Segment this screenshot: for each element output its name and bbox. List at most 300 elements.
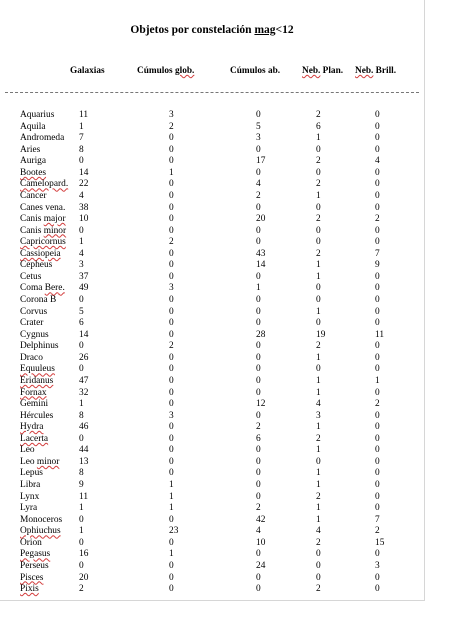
table-row [0, 307, 424, 319]
neb-brill-count: 4 [375, 156, 380, 167]
galaxias-count: 0 [79, 364, 84, 375]
spellcheck-word: Bere. [44, 283, 65, 294]
spellcheck-word: minor [43, 225, 67, 236]
header-cumulos-glob: Cúmulos glob. [137, 66, 195, 76]
page-title [0, 24, 424, 36]
constellation-name: Capricornus [20, 237, 66, 248]
header-neb-brill: Neb. Brill. [355, 66, 397, 76]
cumulos-ab-count: 0 [256, 237, 261, 248]
neb-plan-count: 0 [316, 318, 321, 329]
constellation-name: Corvus [20, 306, 48, 317]
neb-plan-count: 1 [316, 352, 321, 363]
cumulos-ab-count: 28 [256, 329, 266, 340]
constellation-name: Lepus [20, 468, 43, 479]
cumulos-ab-count: 0 [256, 456, 261, 467]
table-row [0, 295, 424, 307]
neb-brill-count: 0 [375, 144, 380, 155]
neb-brill-count: 2 [375, 399, 380, 410]
table-row [0, 422, 424, 434]
neb-plan-count: 2 [316, 110, 321, 120]
table-row [0, 145, 424, 157]
title-prefix: Objetos por constelación [130, 24, 255, 36]
constellation-name: Monoceros [20, 514, 63, 525]
neb-brill-count: 0 [375, 584, 380, 595]
cumulos-glob-count: 0 [169, 271, 174, 282]
cumulos-ab-count: 0 [256, 387, 261, 398]
cumulos-ab-count: 2 [256, 422, 261, 433]
cumulos-glob-count: 1 [169, 549, 174, 560]
galaxias-count: 8 [79, 144, 84, 155]
table-row [0, 399, 424, 411]
cumulos-glob-count: 0 [169, 537, 174, 548]
neb-brill-count: 2 [375, 214, 380, 225]
cumulos-ab-count: 5 [256, 121, 261, 132]
neb-brill-count: 0 [375, 387, 380, 398]
constellation-name: Pixis [20, 584, 39, 595]
neb-plan-count: 0 [316, 364, 321, 375]
neb-brill-count: 0 [375, 306, 380, 317]
table-row [0, 411, 424, 423]
cumulos-glob-count: 0 [169, 584, 174, 595]
table-row [0, 110, 424, 122]
cumulos-glob-count: 0 [169, 260, 174, 271]
neb-brill-count: 0 [375, 110, 380, 120]
cumulos-glob-count: 0 [169, 190, 174, 201]
neb-plan-count: 1 [316, 468, 321, 479]
constellation-name: Leo minor [20, 456, 60, 467]
cumulos-ab-count: 0 [256, 572, 261, 583]
neb-brill-count: 0 [375, 318, 380, 329]
neb-plan-count: 0 [316, 167, 321, 178]
neb-plan-count: 2 [316, 156, 321, 167]
cumulos-ab-count: 0 [256, 110, 261, 120]
constellation-name: Gemini [20, 399, 49, 410]
cumulos-ab-count: 0 [256, 225, 261, 236]
neb-plan-count: 2 [316, 537, 321, 548]
constellation-name: Cassiopeia [20, 248, 61, 259]
cumulos-ab-count: 0 [256, 202, 261, 213]
galaxias-count: 46 [79, 422, 89, 433]
table-row [0, 364, 424, 376]
neb-plan-count: 1 [316, 271, 321, 282]
galaxias-count: 16 [79, 549, 89, 560]
cumulos-glob-count: 0 [169, 144, 174, 155]
neb-plan-count: 1 [316, 514, 321, 525]
constellation-name: Lacerta [20, 433, 49, 444]
neb-brill-count: 0 [375, 503, 380, 514]
neb-brill-count: 15 [375, 537, 385, 548]
neb-plan-count: 0 [316, 295, 321, 305]
neb-brill-count: 0 [375, 549, 380, 560]
cumulos-ab-count: 24 [256, 560, 266, 571]
constellation-name: Hydra [20, 422, 44, 433]
galaxias-count: 0 [79, 295, 84, 305]
table-row [0, 191, 424, 203]
galaxias-count: 0 [79, 225, 84, 236]
cumulos-glob-count: 3 [169, 410, 174, 421]
neb-brill-count: 0 [375, 167, 380, 178]
cumulos-ab-count: 0 [256, 584, 261, 595]
cumulos-ab-count: 43 [256, 248, 266, 259]
cumulos-ab-count: 0 [256, 352, 261, 363]
table-row [0, 468, 424, 480]
galaxias-count: 0 [79, 156, 84, 167]
neb-plan-count: 4 [316, 399, 321, 410]
neb-plan-count: 0 [316, 237, 321, 248]
table-row [0, 376, 424, 388]
galaxias-count: 44 [79, 445, 89, 456]
constellation-name: Perseus [20, 560, 49, 571]
cumulos-glob-count: 3 [169, 110, 174, 120]
cumulos-ab-count: 0 [256, 271, 261, 282]
cumulos-glob-count: 0 [169, 318, 174, 329]
neb-plan-count: 19 [316, 329, 326, 340]
cumulos-ab-count: 2 [256, 190, 261, 201]
galaxias-count: 2 [79, 584, 84, 595]
galaxias-count: 32 [79, 387, 89, 398]
neb-plan-count: 1 [316, 387, 321, 398]
table-row [0, 341, 424, 353]
cumulos-glob-count: 0 [169, 133, 174, 144]
neb-plan-count: 2 [316, 248, 321, 259]
constellation-name: Leo [20, 445, 35, 456]
galaxias-count: 1 [79, 237, 84, 248]
neb-brill-count: 0 [375, 491, 380, 502]
neb-brill-count: 0 [375, 179, 380, 190]
neb-plan-count: 0 [316, 560, 321, 571]
neb-brill-count: 7 [375, 514, 380, 525]
galaxias-count: 38 [79, 202, 89, 213]
cumulos-glob-count: 0 [169, 433, 174, 444]
neb-plan-count: 0 [316, 549, 321, 560]
constellation-name: Fornax [20, 387, 47, 398]
constellation-name: Aries [20, 144, 41, 155]
cumulos-glob-count: 0 [169, 375, 174, 386]
cumulos-ab-count: 0 [256, 445, 261, 456]
cumulos-glob-count: 0 [169, 364, 174, 375]
table-row [0, 260, 424, 272]
constellation-name: Ophiuchus [20, 526, 61, 537]
table-row [0, 133, 424, 145]
table-row [0, 249, 424, 261]
galaxias-count: 6 [79, 318, 84, 329]
neb-brill-count: 0 [375, 480, 380, 490]
cumulos-ab-count: 0 [256, 295, 261, 305]
cumulos-ab-count: 2 [256, 503, 261, 514]
cumulos-ab-count: 0 [256, 375, 261, 386]
neb-brill-count: 0 [375, 364, 380, 375]
constellation-name: Cygnus [20, 329, 49, 340]
constellation-name: Hércules [20, 410, 54, 421]
neb-brill-count: 0 [375, 445, 380, 456]
cumulos-glob-count: 0 [169, 514, 174, 525]
neb-plan-count: 0 [316, 144, 321, 155]
neb-plan-count: 1 [316, 480, 321, 490]
cumulos-ab-count: 0 [256, 167, 261, 178]
cumulos-glob-count: 0 [169, 445, 174, 456]
cumulos-ab-count: 42 [256, 514, 266, 525]
cumulos-ab-count: 17 [256, 156, 266, 167]
neb-brill-count: 3 [375, 560, 380, 571]
neb-plan-count: 2 [316, 214, 321, 225]
cumulos-ab-count: 0 [256, 306, 261, 317]
constellation-name: Eridanus [20, 375, 54, 386]
table-row [0, 168, 424, 180]
neb-brill-count: 0 [375, 271, 380, 282]
spellcheck-word: minor [36, 456, 60, 467]
cumulos-ab-count: 12 [256, 399, 266, 410]
galaxias-count: 8 [79, 468, 84, 479]
constellation-name: Lyra [20, 503, 38, 514]
constellation-name: Coma Bere. [20, 283, 65, 294]
table-row [0, 330, 424, 342]
neb-plan-count: 0 [316, 225, 321, 236]
table-row [0, 434, 424, 446]
table-row [0, 283, 424, 295]
dashed-divider [5, 92, 419, 93]
neb-brill-count: 0 [375, 237, 380, 248]
constellation-name: Pegasus [20, 549, 51, 560]
cumulos-ab-count: 0 [256, 341, 261, 352]
cumulos-glob-count: 0 [169, 456, 174, 467]
neb-plan-count: 1 [316, 375, 321, 386]
cumulos-glob-count: 0 [169, 399, 174, 410]
table-row [0, 445, 424, 457]
neb-brill-count: 0 [375, 121, 380, 132]
cumulos-ab-count: 1 [256, 283, 261, 294]
constellation-name: Cetus [20, 271, 42, 282]
cumulos-glob-count: 1 [169, 491, 174, 502]
spellcheck-word: major [43, 214, 66, 225]
constellation-name: Auriga [20, 156, 47, 167]
title-mag: mag [254, 24, 276, 36]
cumulos-glob-count: 0 [169, 329, 174, 340]
table-row [0, 561, 424, 573]
neb-plan-count: 2 [316, 584, 321, 595]
constellation-name: Delphinus [20, 341, 59, 352]
table-row [0, 480, 424, 492]
neb-plan-count: 1 [316, 422, 321, 433]
cumulos-ab-count: 14 [256, 260, 266, 271]
neb-plan-count: 0 [316, 283, 321, 294]
cumulos-glob-count: 1 [169, 480, 174, 490]
neb-plan-count: 3 [316, 410, 321, 421]
cumulos-glob-count: 1 [169, 167, 174, 178]
neb-brill-count: 0 [375, 225, 380, 236]
table-row [0, 573, 424, 585]
table-row [0, 503, 424, 515]
galaxias-count: 1 [79, 121, 84, 132]
constellation-table [0, 110, 424, 596]
neb-brill-count: 2 [375, 526, 380, 537]
neb-plan-count: 1 [316, 306, 321, 317]
neb-plan-count: 2 [316, 179, 321, 190]
neb-plan-count: 4 [316, 526, 321, 537]
table-row [0, 515, 424, 527]
constellation-name: Pisces [20, 572, 44, 583]
table-row [0, 226, 424, 238]
cumulos-ab-count: 0 [256, 468, 261, 479]
neb-brill-count: 0 [375, 133, 380, 144]
neb-plan-count: 1 [316, 260, 321, 271]
neb-plan-count: 0 [316, 456, 321, 467]
cumulos-ab-count: 0 [256, 480, 261, 490]
constellation-name: Aquila [20, 121, 46, 132]
table-row [0, 122, 424, 134]
constellation-name: Cancer [20, 190, 47, 201]
galaxias-count: 1 [79, 526, 84, 537]
cumulos-ab-count: 10 [256, 537, 266, 548]
neb-brill-count: 0 [375, 190, 380, 201]
neb-brill-count: 0 [375, 283, 380, 294]
neb-brill-count: 0 [375, 456, 380, 467]
header-glob-word: glob. [174, 66, 195, 76]
cumulos-ab-count: 4 [256, 179, 261, 190]
header-cumulos-ab: Cúmulos ab. [230, 66, 281, 76]
header-neb-word: Neb. [355, 66, 374, 76]
galaxias-count: 14 [79, 167, 89, 178]
neb-brill-count: 0 [375, 422, 380, 433]
cumulos-glob-count: 0 [169, 387, 174, 398]
cumulos-glob-count: 0 [169, 306, 174, 317]
cumulos-glob-count: 23 [169, 526, 179, 537]
constellation-name: Orion [20, 537, 42, 548]
neb-brill-count: 0 [375, 433, 380, 444]
cumulos-glob-count: 0 [169, 202, 174, 213]
cumulos-glob-count: 2 [169, 121, 174, 132]
neb-brill-count: 9 [375, 260, 380, 271]
neb-brill-count: 0 [375, 468, 380, 479]
table-row [0, 353, 424, 365]
cumulos-ab-count: 0 [256, 318, 261, 329]
table-row [0, 237, 424, 249]
neb-plan-count: 0 [316, 202, 321, 213]
galaxias-count: 11 [79, 491, 89, 502]
constellation-name: Libra [20, 480, 41, 490]
cumulos-ab-count: 4 [256, 526, 261, 537]
neb-brill-count: 1 [375, 375, 380, 386]
neb-plan-count: 6 [316, 121, 321, 132]
neb-plan-count: 1 [316, 445, 321, 456]
table-row [0, 318, 424, 330]
constellation-name: Canis minor [20, 225, 67, 236]
constellation-name: Canes vena. [20, 202, 66, 213]
table-row [0, 156, 424, 168]
galaxias-count: 0 [79, 537, 84, 548]
cumulos-glob-count: 0 [169, 572, 174, 583]
constellation-name: Draco [20, 352, 43, 363]
galaxias-count: 8 [79, 410, 84, 421]
galaxias-count: 4 [79, 190, 84, 201]
cumulos-glob-count: 0 [169, 468, 174, 479]
galaxias-count: 11 [79, 110, 89, 120]
galaxias-count: 0 [79, 560, 84, 571]
galaxias-count: 4 [79, 248, 84, 259]
constellation-name: Canis major [20, 214, 66, 225]
table-row [0, 538, 424, 550]
constellation-name: Aquarius [20, 110, 55, 120]
neb-plan-count: 2 [316, 341, 321, 352]
galaxias-count: 0 [79, 514, 84, 525]
cumulos-glob-count: 1 [169, 503, 174, 514]
neb-brill-count: 11 [375, 329, 385, 340]
neb-plan-count: 1 [316, 190, 321, 201]
column-headers [0, 66, 424, 78]
constellation-name: Corona B [20, 295, 57, 305]
neb-brill-count: 7 [375, 248, 380, 259]
table-row [0, 526, 424, 538]
table-row [0, 492, 424, 504]
cumulos-glob-count: 0 [169, 179, 174, 190]
table-row [0, 584, 424, 596]
neb-brill-count: 0 [375, 352, 380, 363]
cumulos-glob-count: 0 [169, 225, 174, 236]
cumulos-glob-count: 0 [169, 248, 174, 259]
constellation-name: Camelopard. [20, 179, 69, 190]
neb-brill-count: 0 [375, 295, 380, 305]
neb-brill-count: 0 [375, 202, 380, 213]
cumulos-ab-count: 0 [256, 410, 261, 421]
table-row [0, 214, 424, 226]
galaxias-count: 7 [79, 133, 84, 144]
cumulos-glob-count: 0 [169, 422, 174, 433]
neb-plan-count: 2 [316, 491, 321, 502]
table-row [0, 457, 424, 469]
galaxias-count: 1 [79, 399, 84, 410]
constellation-name: Cepheus [20, 260, 53, 271]
cumulos-glob-count: 2 [169, 237, 174, 248]
galaxias-count: 9 [79, 480, 84, 490]
galaxias-count: 1 [79, 503, 84, 514]
cumulos-glob-count: 0 [169, 295, 174, 305]
cumulos-glob-count: 3 [169, 283, 174, 294]
constellation-name: Bootes [20, 167, 47, 178]
title-suffix: <12 [275, 24, 294, 36]
neb-brill-count: 0 [375, 410, 380, 421]
galaxias-count: 26 [79, 352, 89, 363]
constellation-name: Equuleus [20, 364, 55, 375]
constellation-name: Andromeda [20, 133, 65, 144]
galaxias-count: 3 [79, 260, 84, 271]
header-neb-plan: Neb. Plan. [302, 66, 344, 76]
constellation-name: Lynx [20, 491, 40, 502]
galaxias-count: 5 [79, 306, 84, 317]
cumulos-glob-count: 0 [169, 560, 174, 571]
table-row [0, 272, 424, 284]
cumulos-ab-count: 0 [256, 144, 261, 155]
cumulos-glob-count: 0 [169, 214, 174, 225]
cumulos-ab-count: 0 [256, 364, 261, 375]
neb-plan-count: 2 [316, 433, 321, 444]
table-row [0, 179, 424, 191]
neb-plan-count: 0 [316, 572, 321, 583]
cumulos-glob-count: 2 [169, 341, 174, 352]
galaxias-count: 10 [79, 214, 89, 225]
neb-plan-count: 1 [316, 133, 321, 144]
neb-plan-count: 1 [316, 503, 321, 514]
table-row [0, 388, 424, 400]
galaxias-count: 14 [79, 329, 89, 340]
cumulos-ab-count: 3 [256, 133, 261, 144]
galaxias-count: 0 [79, 341, 84, 352]
neb-brill-count: 0 [375, 572, 380, 583]
galaxias-count: 13 [79, 456, 89, 467]
cumulos-glob-count: 0 [169, 156, 174, 167]
table-row [0, 549, 424, 561]
cumulos-glob-count: 0 [169, 352, 174, 363]
neb-brill-count: 0 [375, 341, 380, 352]
cumulos-ab-count: 20 [256, 214, 266, 225]
